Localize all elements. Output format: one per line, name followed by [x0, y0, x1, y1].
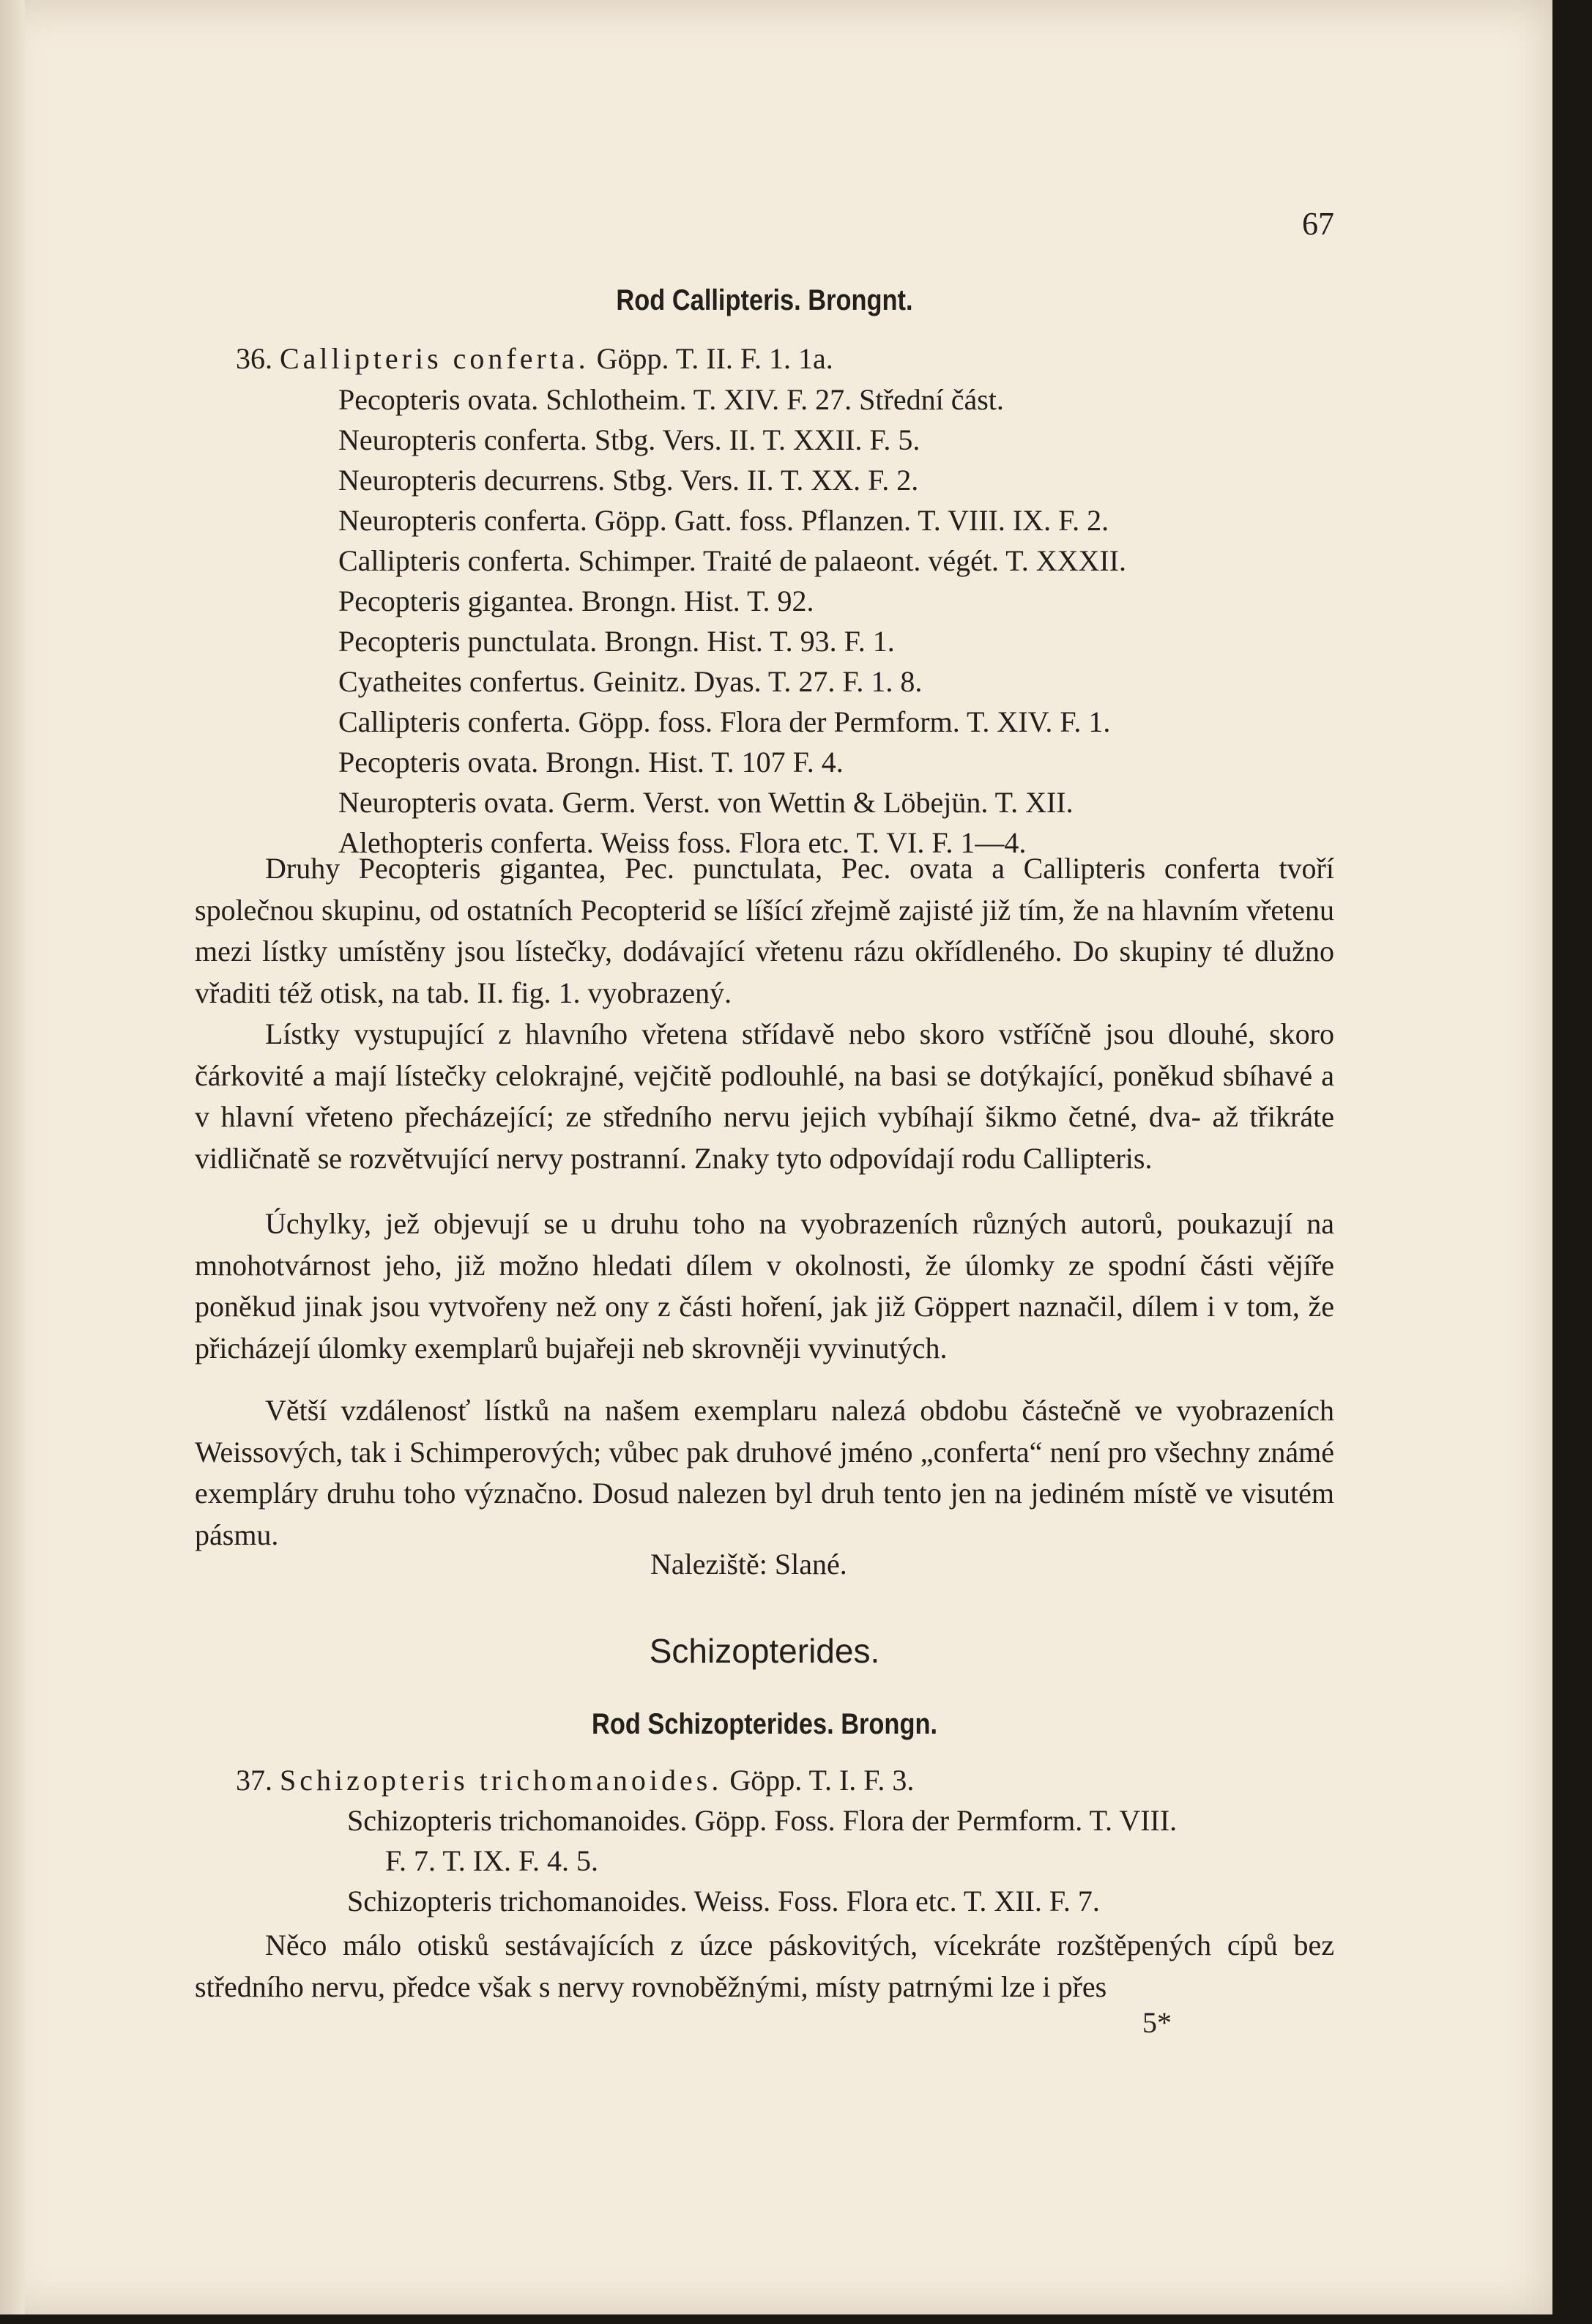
synonym-line: Neuropteris conferta. Stbg. Vers. II. T. XXII. F. 5. — [338, 423, 920, 456]
synonym-line: Schizopteris trichomanoides. Weiss. Foss. Flora etc. T. XII. F. 7. — [347, 1885, 1100, 1918]
synonym-line: Pecopteris gigantea. Brongn. Hist. T. 92. — [338, 584, 814, 617]
species-name: Callipteris conferta. — [280, 342, 589, 375]
page-binding-edge — [0, 0, 25, 2314]
species-author: Göpp. T. I. F. 3. — [729, 1764, 915, 1797]
synonym-line: Neuropteris decurrens. Stbg. Vers. II. T. XX. F. 2. — [338, 464, 919, 497]
synonym-line: Cyatheites confertus. Geinitz. Dyas. T. 27. F. 1. 8. — [338, 665, 923, 698]
synonym-line: Pecopteris punctulata. Brongn. Hist. T. 93. F. 1. — [338, 625, 895, 658]
synonym-line: Callipteris conferta. Göpp. foss. Flora der Permform. T. XIV. F. 1. — [338, 705, 1111, 738]
species-entry-36 — [236, 338, 833, 379]
family-title-schizopterides: Schizopterides. — [649, 1632, 880, 1670]
body-paragraph: Něco málo otisků sestávajících z úzce páskovitých, vícekráte rozštěpených cípů bez středního nervu, předce však s nervy rovnoběžnými, místy patrnými lze i přes — [195, 1928, 1334, 2003]
synonym-line: Pecopteris ovata. Brongn. Hist. T. 107 F. 4. — [338, 746, 844, 779]
genus-heading-schizopterides: Rod Schizopterides. Brongn. — [591, 1708, 938, 1740]
species-name: Schizopteris trichomanoides. — [280, 1764, 723, 1797]
signature-mark: 5* — [1142, 2006, 1172, 2039]
synonym-line: Callipteris conferta. Schimper. Traité de palaeont. végét. T. XXXII. — [338, 544, 1127, 577]
genus-heading-callipteris: Rod Callipteris. Brongnt. — [616, 284, 913, 316]
synonym-line: F. 7. T. IX. F. 4. 5. — [385, 1844, 599, 1877]
synonym-line: Neuropteris ovata. Germ. Verst. von Wettin & Löbejün. T. XII. — [338, 786, 1074, 819]
synonym-line: Alethopteris conferta. Weiss foss. Flora etc. T. VI. F. 1—4. — [338, 826, 1027, 859]
body-paragraph: Druhy Pecopteris gigantea, Pec. punctulata, Pec. ovata a Callipteris conferta tvoří společnou skupinu, od ostatních Pecopterid se líšící zřejmě zajisté již tím, že na hlavním vřetenu mezi lístky umístěny jsou lístečky, dodávající vřetenu rázu okřídleného. Do skupiny té dlužno vřaditi též otisk, na tab. II. fig. 1. vyobrazený. — [195, 852, 1334, 1009]
species-author: Göpp. T. II. F. 1. 1a. — [596, 342, 833, 375]
species-number: 36. — [236, 342, 272, 375]
synonym-line: Schizopteris trichomanoides. Göpp. Foss. Flora der Permform. T. VIII. — [347, 1804, 1178, 1837]
locality-note: Naleziště: Slané. — [650, 1548, 847, 1581]
synonym-line: Pecopteris ovata. Schlotheim. T. XIV. F. 27. Střední část. — [338, 383, 1004, 416]
body-paragraph: Úchylky, jež objevují se u druhu toho na vyobrazeních různých autorů, poukazují na mnohotvárnost jeho, již možno hledati dílem v okolnosti, že úlomky ze spodní části vějíře poněkud jinak jsou vytvořeny než ony z části hoření, jak již Göppert naznačil, dílem i v tom, že přicházejí úlomky exemplarů bujařeji neb skrovněji vyvinutých. — [195, 1207, 1334, 1365]
body-paragraph: Větší vzdálenosť lístků na našem exemplaru nalezá obdobu částečně ve vyobrazeních Weissových, tak i Schimperových; vůbec pak druhové jméno „conferta“ není pro všechny známé exempláry druhu toho význačno. Dosud nalezen byl druh tento jen na jediném místě ve visutém pásmu. — [195, 1394, 1334, 1551]
species-entry-37 — [236, 1760, 914, 1801]
body-paragraph: Lístky vystupující z hlavního vřetena střídavě nebo skoro vstříčně jsou dlouhé, skoro čárkovité a mají lístečky celokrajné, vejčitě podlouhlé, na basi se dotýkající, poněkud sbíhavé a v hlavní vřeteno přecházející; ze středního nervu jejich vybíhají šikmo četné, dva- až třikráte vidličnatě se rozvětvující nervy postranní. Znaky tyto odpovídají rodu Callipteris. — [195, 1017, 1334, 1175]
page-number: 67 — [1302, 206, 1334, 242]
synonym-line: Neuropteris conferta. Göpp. Gatt. foss. Pflanzen. T. VIII. IX. F. 2. — [338, 504, 1109, 537]
species-number: 37. — [236, 1764, 272, 1797]
